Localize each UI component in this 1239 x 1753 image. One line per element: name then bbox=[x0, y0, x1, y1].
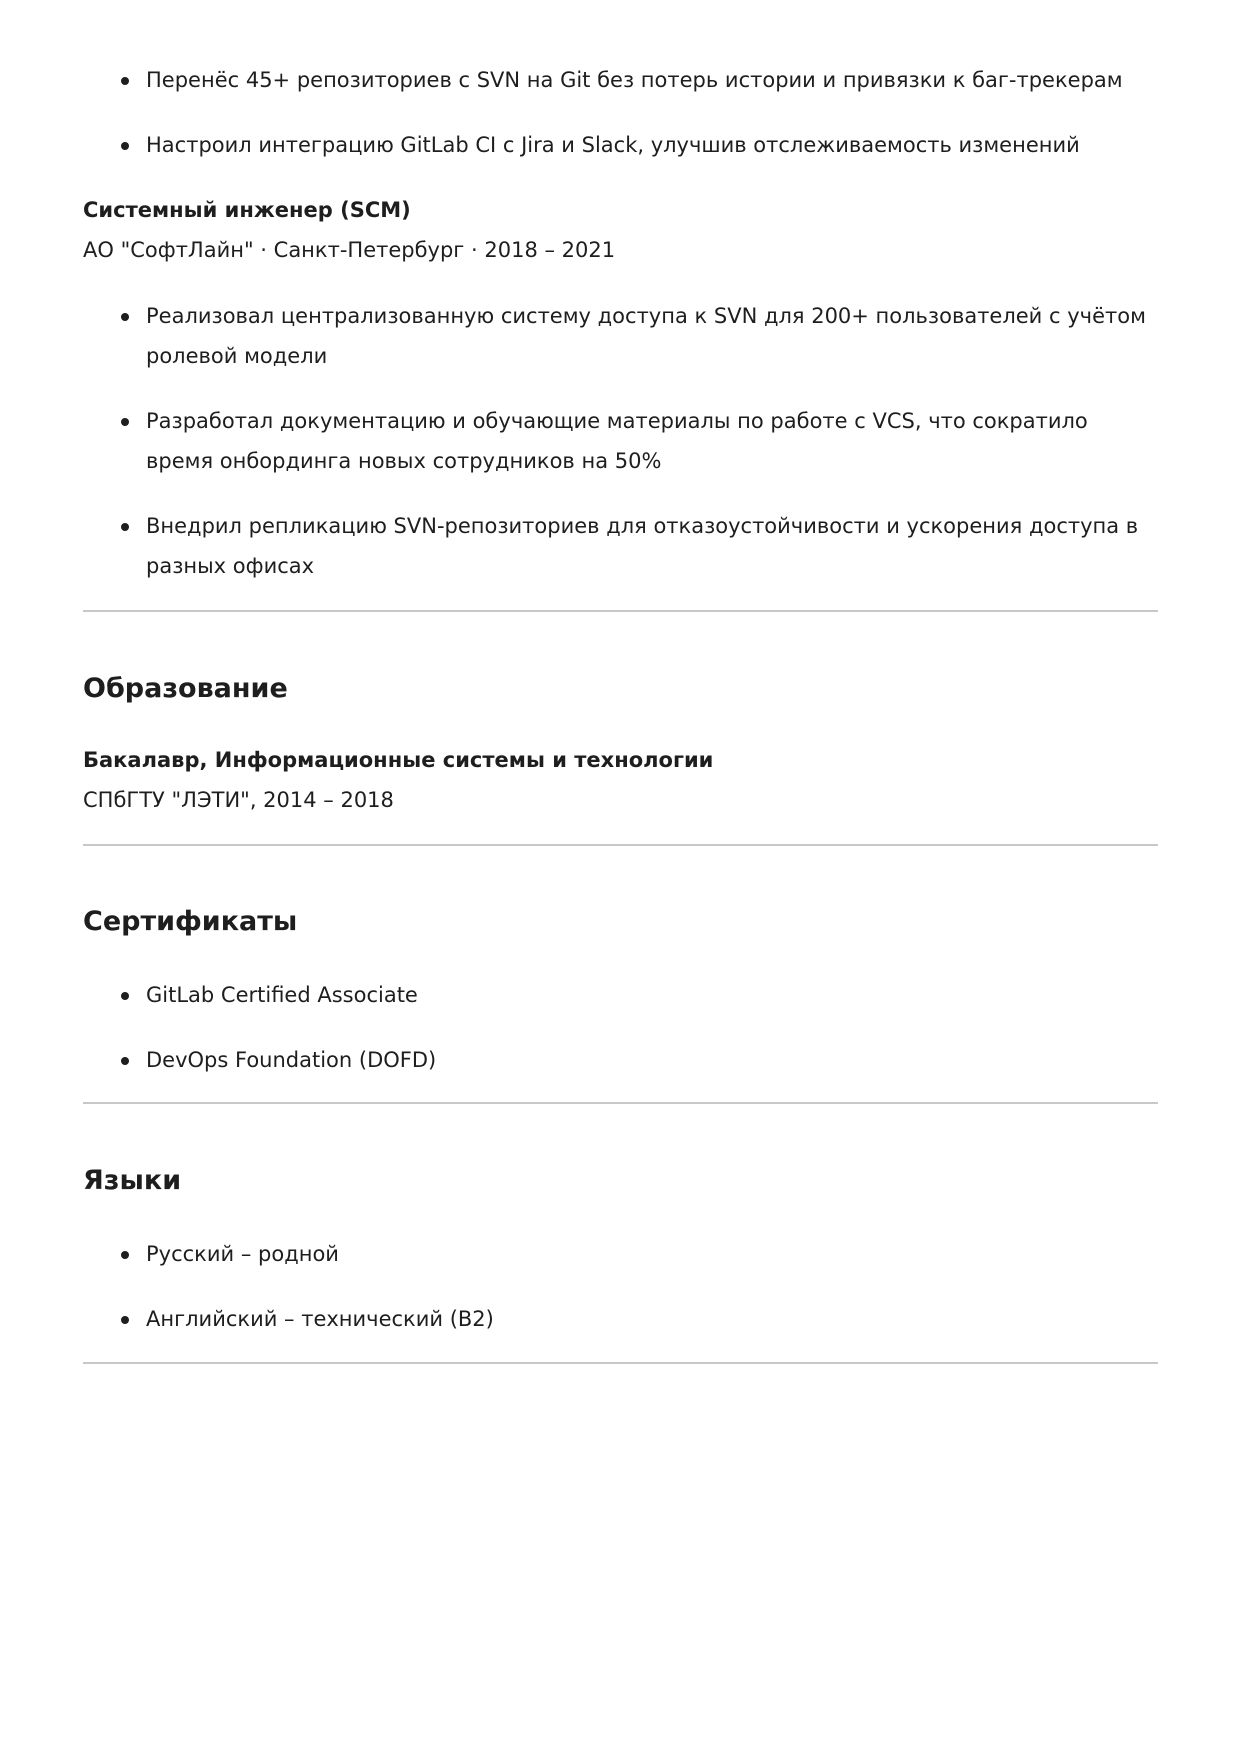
list-item-text: GitLab Certified Associate bbox=[146, 983, 418, 1007]
list-item-text: Реализовал централизованную систему доступа к SVN для 200+ пользователей с учётом ролевой модели bbox=[146, 304, 1146, 368]
list-item bbox=[146, 401, 1158, 481]
languages-list bbox=[83, 1234, 1158, 1339]
list-item-text: Английский – технический (B2) bbox=[146, 1307, 494, 1331]
bullet-icon bbox=[121, 418, 129, 426]
bullet-icon bbox=[121, 1316, 129, 1324]
bullet-icon bbox=[121, 77, 129, 85]
list-item bbox=[146, 1040, 1158, 1080]
job-meta: АО "СофтЛайн" · Санкт-Петербург · 2018 – 2021 bbox=[83, 238, 616, 262]
list-item bbox=[146, 296, 1158, 376]
certificates-list bbox=[83, 975, 1158, 1080]
certificates-heading: Сертификаты bbox=[83, 906, 298, 937]
education-school: СПбГТУ "ЛЭТИ", 2014 – 2018 bbox=[83, 788, 394, 812]
list-item bbox=[146, 60, 1158, 100]
bullet-icon bbox=[121, 313, 129, 321]
list-item-text: Разработал документацию и обучающие материалы по работе с VCS, что сократило время онбординга новых сотрудников на 50% bbox=[146, 409, 1088, 473]
bullet-icon bbox=[121, 1251, 129, 1259]
list-item-text: Внедрил репликацию SVN-репозиториев для отказоустойчивости и ускорения доступа в разных офисах bbox=[146, 514, 1139, 578]
bullet-icon bbox=[121, 523, 129, 531]
bullet-icon bbox=[121, 142, 129, 150]
list-item bbox=[146, 975, 1158, 1015]
job-bullets bbox=[83, 296, 1158, 586]
prev-job-bullets bbox=[83, 60, 1158, 165]
list-item-text: DevOps Foundation (DOFD) bbox=[146, 1048, 437, 1072]
list-item bbox=[146, 125, 1158, 165]
bullet-icon bbox=[121, 1057, 129, 1065]
education-degree: Бакалавр, Информационные системы и технологии bbox=[83, 748, 714, 772]
list-item bbox=[146, 1299, 1158, 1339]
list-item-text: Настроил интеграцию GitLab CI с Jira и Slack, улучшив отслеживаемость изменений bbox=[146, 133, 1080, 157]
education-heading: Образование bbox=[83, 673, 288, 704]
list-item-text: Русский – родной bbox=[146, 1242, 339, 1266]
resume-page bbox=[83, 0, 1158, 1364]
languages-heading: Языки bbox=[83, 1165, 182, 1196]
job-title: Системный инженер (SCM) bbox=[83, 198, 411, 222]
list-item bbox=[146, 506, 1158, 586]
list-item-text: Перенёс 45+ репозиториев с SVN на Git без потерь истории и привязки к баг-трекерам bbox=[146, 68, 1123, 92]
list-item bbox=[146, 1234, 1158, 1274]
bullet-icon bbox=[121, 992, 129, 1000]
section-divider bbox=[83, 1362, 1158, 1364]
